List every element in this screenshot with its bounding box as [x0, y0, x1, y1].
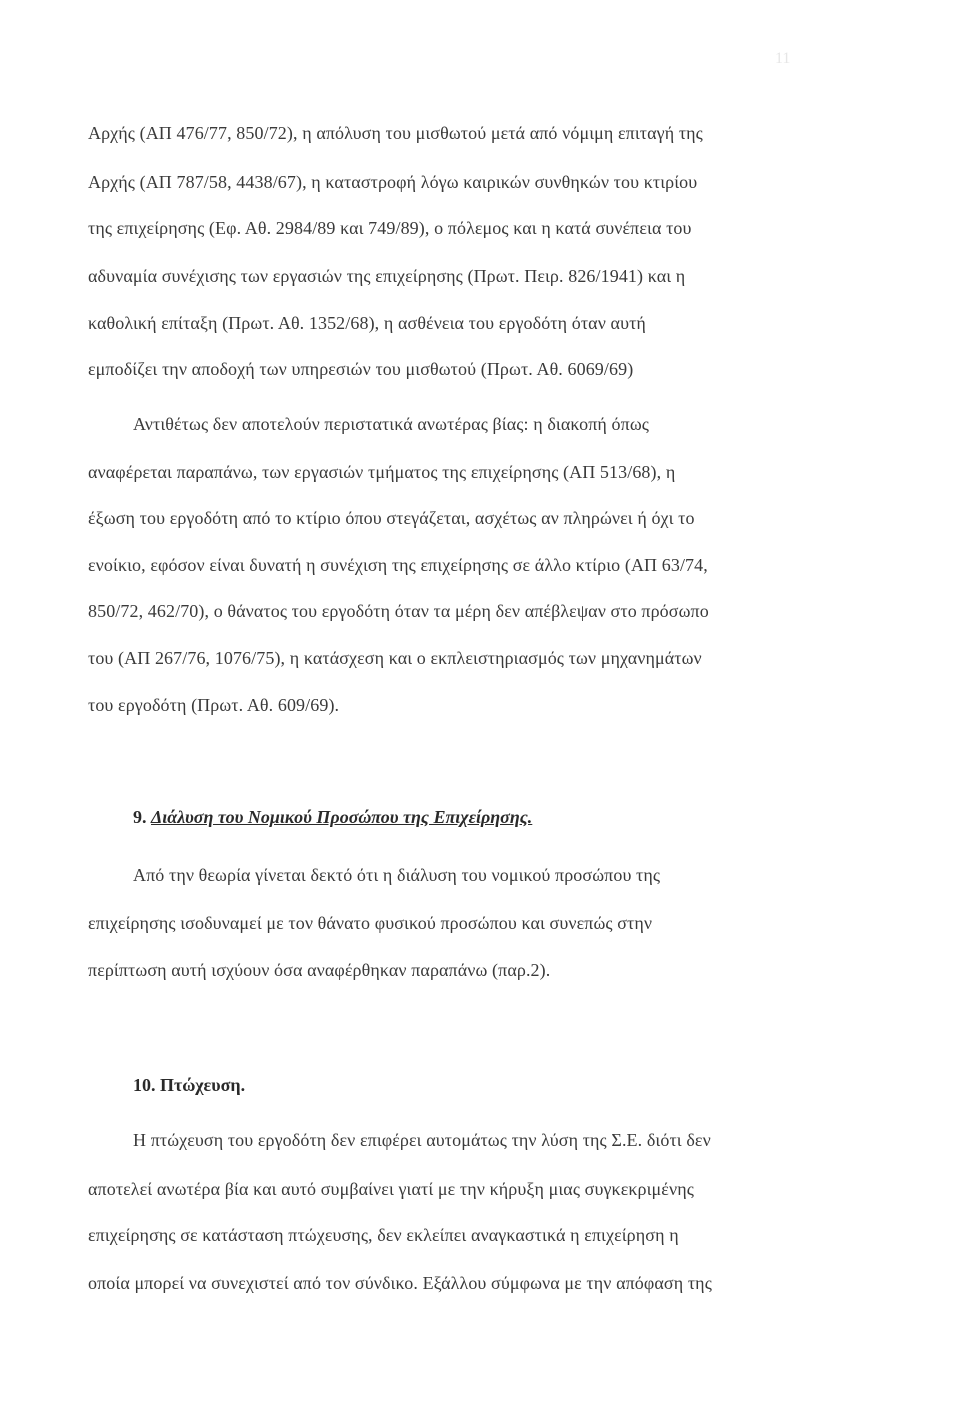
section-number: 10.	[133, 1075, 156, 1095]
paragraph-line: αδυναμία συνέχισης των εργασιών της επιχείρησης (Πρωτ. Πειρ. 826/1941) και η	[88, 266, 686, 286]
paragraph-line: επιχείρησης σε κατάσταση πτώχευσης, δεν εκλείπει αναγκαστικά η επιχείρηση η	[88, 1225, 679, 1245]
paragraph-line: Από την θεωρία γίνεται δεκτό ότι η διάλυση του νομικού προσώπου της	[133, 865, 661, 885]
paragraph-line: αποτελεί ανωτέρα βία και αυτό συμβαίνει γιατί με την κήρυξη μιας συγκεκριμένης	[88, 1179, 694, 1199]
paragraph-line: επιχείρησης ισοδυναμεί με τον θάνατο φυσικού προσώπου και συνεπώς στην	[88, 913, 653, 933]
section-number: 9.	[133, 807, 147, 827]
paragraph-line: του (ΑΠ 267/76, 1076/75), η κατάσχεση και ο εκπλειστηριασμός των μηχανημάτων	[88, 648, 702, 668]
paragraph-line: Αρχής (ΑΠ 787/58, 4438/67), η καταστροφή λόγω καιρικών συνθηκών του κτιρίου	[88, 172, 698, 192]
paragraph-line: καθολική επίταξη (Πρωτ. Αθ. 1352/68), η ασθένεια του εργοδότη όταν αυτή	[88, 313, 646, 333]
paragraph-line: 850/72, 462/70), ο θάνατος του εργοδότη όταν τα μέρη δεν απέβλεψαν στο πρόσωπο	[88, 601, 709, 621]
page-number: 11	[775, 50, 791, 67]
section-heading	[133, 804, 532, 830]
section-title: Διάλυση του Νομικού Προσώπου της Επιχείρησης.	[151, 807, 533, 827]
section-heading	[133, 1072, 245, 1098]
section-title: Πτώχευση.	[160, 1075, 246, 1095]
paragraph-line: Η πτώχευση του εργοδότη δεν επιφέρει αυτομάτως την λύση της Σ.Ε. διότι δεν	[133, 1130, 711, 1150]
paragraph-line: οποία μπορεί να συνεχιστεί από τον σύνδικο. Εξάλλου σύμφωνα με την απόφαση της	[88, 1273, 712, 1293]
paragraph-line: έξωση του εργοδότη από το κτίριο όπου στεγάζεται, ασχέτως αν πληρώνει ή όχι το	[88, 508, 695, 528]
paragraph-line: Αντιθέτως δεν αποτελούν περιστατικά ανωτέρας βίας: η διακοπή όπως	[133, 414, 650, 434]
paragraph-line: εμποδίζει την αποδοχή των υπηρεσιών του μισθωτού (Πρωτ. Αθ. 6069/69)	[88, 359, 634, 379]
paragraph-line: αναφέρεται παραπάνω, των εργασιών τμήματος της επιχείρησης (ΑΠ 513/68), η	[88, 462, 676, 482]
paragraph-line: της επιχείρησης (Εφ. Αθ. 2984/89 και 749/89), ο πόλεμος και η κατά συνέπεια του	[88, 218, 692, 238]
paragraph-line: περίπτωση αυτή ισχύουν όσα αναφέρθηκαν παραπάνω (παρ.2).	[88, 960, 551, 980]
paragraph-line: του εργοδότη (Πρωτ. Αθ. 609/69).	[88, 695, 340, 715]
paragraph-line: ενοίκιο, εφόσον είναι δυνατή η συνέχιση της επιχείρησης σε άλλο κτίριο (ΑΠ 63/74,	[88, 555, 708, 575]
paragraph-line: Αρχής (ΑΠ 476/77, 850/72), η απόλυση του μισθωτού μετά από νόμιμη επιταγή της	[88, 123, 703, 143]
